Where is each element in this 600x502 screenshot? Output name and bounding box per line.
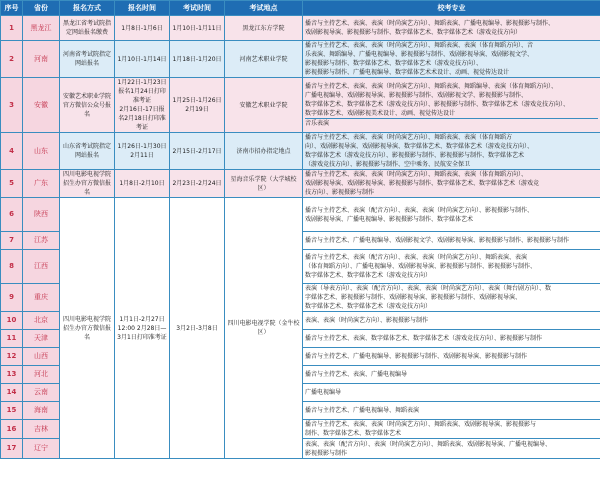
exam-time xyxy=(170,78,225,133)
major-line: 播音与主持艺术、表演、数字媒体艺术、数字媒体艺术（游戏竞技方向）、影视摄影与制作 xyxy=(305,335,543,342)
major-line: 播音与主持艺术、表演、表演（时尚演艺方向）、舞蹈表演、广播电视编导、影视摄影与制作、 xyxy=(305,20,555,27)
province-cell: 天津 xyxy=(23,330,60,348)
major-line: 数字媒体艺术、数字媒体艺术（游戏竞技方向） xyxy=(305,272,432,279)
registration-method-shared: 四川电影电视学院招生办官方微信报名 xyxy=(60,198,115,459)
exam-location: 黑龙江东方学院 xyxy=(225,16,303,41)
major-line: 数字媒体艺术（游戏竞技方向）、影视摄影与制作、影视摄影与制作、数字媒体艺术 xyxy=(305,152,525,159)
exam-time: 2月15日-2月17日 xyxy=(170,133,225,170)
major-list xyxy=(303,330,600,348)
major-line: 表演、表演（配音方向）、表演（时尚演艺方向）、舞蹈表演、戏剧影视导演、广播电视编导、 xyxy=(305,440,552,448)
row-number: 7 xyxy=(1,232,23,250)
registration-method: 黑龙江省考试院指定网站报名缴费 xyxy=(60,16,115,41)
exam-location: 河南艺术职业学院 xyxy=(225,41,303,78)
registration-time-shared: 1月1日-2月27日 12:00 2月28日—3月1日打印准考证 xyxy=(115,198,170,459)
major-line: 播音与主持艺术、表演（配音方向）、表演、表演（时尚演艺方向）、影视摄影与制作、 xyxy=(305,206,534,214)
column-header: 省份 xyxy=(23,1,60,16)
major-line: （游戏竞技方向）、影视摄影与制作、空中乘务、民航安全保卫 xyxy=(305,161,471,168)
column-header: 序号 xyxy=(1,1,23,16)
major-line: 字媒体艺术、影视摄影与制作、戏剧影视导演、影视摄影与制作、戏剧影视导演、 xyxy=(305,294,522,301)
major-list xyxy=(303,16,600,41)
major-list xyxy=(303,78,600,133)
registration-time: 1月26日-1月30日2月11日 xyxy=(115,133,170,170)
table-row xyxy=(1,16,600,41)
row-number: 15 xyxy=(1,402,23,420)
province-cell: 陕西 xyxy=(23,198,60,232)
exam-time-shared: 3月2日-3月8日 xyxy=(170,198,225,459)
registration-time: 1月8日-2月10日 xyxy=(115,170,170,198)
major-list xyxy=(303,284,600,312)
registration-time-line: 1月22日-1月23日报名1月24日打印准考证 xyxy=(117,79,167,104)
major-list xyxy=(303,402,600,420)
table-row xyxy=(1,41,600,78)
major-list xyxy=(303,232,600,250)
province-cell: 吉林 xyxy=(23,420,60,439)
row-number: 12 xyxy=(1,348,23,366)
major-line-secondary: 音乐表演 xyxy=(305,118,598,128)
exam-location: 安徽艺术职业学院 xyxy=(225,78,303,133)
major-line: 播音与主持艺术、广播电视编导、影视摄影与制作、戏剧影视导演、影视摄影与制作 xyxy=(305,353,528,360)
row-number: 13 xyxy=(1,366,23,384)
registration-method: 河南省考试院指定网站报名 xyxy=(60,41,115,78)
column-header: 报名时间 xyxy=(115,1,170,16)
province-cell: 江苏 xyxy=(23,232,60,250)
major-line: 播音与主持艺术、表演、表演（时尚演艺方向）、舞蹈表演、表演（体育舞蹈方 xyxy=(305,134,513,141)
province-cell: 海南 xyxy=(23,402,60,420)
major-line: 播音与主持艺术、表演、表演（时尚演艺方向）、舞蹈表演、表演（体育舞蹈方向）、音 xyxy=(305,42,534,49)
registration-time: 1月8日-1月6日 xyxy=(115,16,170,41)
major-list xyxy=(303,41,600,78)
province-cell: 山西 xyxy=(23,348,60,366)
registration-time xyxy=(115,78,170,133)
major-list xyxy=(303,133,600,170)
column-header: 考试时间 xyxy=(170,1,225,16)
exam-time-line: 1月25日-1月26日 xyxy=(172,97,222,104)
major-line: 制作、数字媒体艺术、数字媒体艺术 xyxy=(305,430,402,437)
province-cell: 黑龙江 xyxy=(23,16,60,41)
major-list xyxy=(303,384,600,402)
table-row xyxy=(1,170,600,198)
row-number: 16 xyxy=(1,420,23,439)
major-line: 广播电视编导 xyxy=(305,389,342,396)
major-line: 播音与主持艺术、表演、表演（时尚演艺方向）、舞蹈表演、表演（体育舞蹈方向）、 xyxy=(305,171,528,178)
major-line: 影视摄影与制作、数字媒体艺术、数字媒体艺术（游戏竞技方向）、 xyxy=(305,60,483,67)
major-line: 乐表演、舞蹈编导、广播电视编导、影视摄影与制作、戏剧影视导演、戏剧影视文学、 xyxy=(305,51,534,58)
exam-time: 2月23日-2月24日 xyxy=(170,170,225,198)
header-row xyxy=(1,1,600,16)
major-line: 表演（导表方向）、表演（配音方向）、表演、表演（时尚演艺方向）、表演（舞台剧方向）、数 xyxy=(305,285,552,292)
registration-time-line: 2月16日-17日报名2月18日打印准考证 xyxy=(118,106,166,131)
table-row xyxy=(1,133,600,170)
major-line: 戏剧影视导演、影视摄影与制作、数字媒体艺术、数字媒体艺术（游戏竞技方向） xyxy=(305,29,522,36)
major-line: 影视摄影与制作、广播电视编导、数字媒体艺术术设计、动画、视觉传达设计 xyxy=(305,69,510,76)
major-line: 播音与主持艺术、广播电视编导、戏剧影视文学、戏剧影视导演、影视摄影与制作、影视摄影与制作 xyxy=(305,237,570,244)
row-number: 6 xyxy=(1,198,23,232)
exam-time: 1月18日-1月20日 xyxy=(170,41,225,78)
registration-method: 四川电影电视学院招生办官方微信报名 xyxy=(60,170,115,198)
major-line: （体育舞蹈方向）、广播电视编导、戏剧影视导演、影视摄影与制作、影视摄影与制作、 xyxy=(305,263,537,270)
registration-method: 山东省考试院指定网站报名 xyxy=(60,133,115,170)
province-cell: 河南 xyxy=(23,41,60,78)
major-line: 播音与主持艺术、广播电视编导、舞蹈表演 xyxy=(305,407,420,414)
major-list xyxy=(303,439,600,459)
major-line: 戏剧影视导演、广播电视编导、影视摄影与制作、数字媒体艺术 xyxy=(305,215,474,223)
major-list xyxy=(303,348,600,366)
major-line: 广播电视编导、戏剧影视导演、影视摄影与制作、戏剧影视文学、影视摄影与制作、 xyxy=(305,92,528,99)
exam-location: 星海音乐学院（大学城校区） xyxy=(225,170,303,198)
table-row xyxy=(1,198,600,232)
row-number: 1 xyxy=(1,16,23,41)
row-number: 17 xyxy=(1,439,23,459)
row-number: 4 xyxy=(1,133,23,170)
major-list xyxy=(303,170,600,198)
row-number: 14 xyxy=(1,384,23,402)
row-number: 8 xyxy=(1,250,23,284)
major-list xyxy=(303,420,600,439)
column-header: 考试地点 xyxy=(225,1,303,16)
province-cell: 云南 xyxy=(23,384,60,402)
exam-time: 1月10日-1月11日 xyxy=(170,16,225,41)
province-cell: 河北 xyxy=(23,366,60,384)
major-line: 技方向）、影视摄影与制作 xyxy=(305,189,375,196)
major-line: 戏剧影视导演、戏剧影视导演、影视摄影与制作、数字媒体艺术、数字媒体艺术（游戏竞 xyxy=(305,180,540,187)
major-line: 表演、表演（时尚演艺方向）、影视摄影与制作 xyxy=(305,317,429,324)
exam-location: 济南市招办指定地点 xyxy=(225,133,303,170)
registration-time: 1月10日-1月14日 xyxy=(115,41,170,78)
major-line: 播音与主持艺术、表演、表演（时尚演艺方向）、舞蹈表演、戏剧影视导演、影视摄影与 xyxy=(305,421,537,428)
major-line: 数字媒体艺术、数字媒体艺术（游戏竞技方向） xyxy=(305,303,432,310)
row-number: 10 xyxy=(1,312,23,330)
major-line: 播音与主持艺术、表演、表演（时尚演艺方向）、舞蹈表演、舞蹈编导、表演（体育舞蹈方向）、 xyxy=(305,83,558,90)
row-number: 2 xyxy=(1,41,23,78)
major-line: 向）、戏剧影视导演、戏剧影视导演、数字媒体艺术、数字媒体艺术（游戏竞技方向）、 xyxy=(305,143,534,150)
column-header: 报名方式 xyxy=(60,1,115,16)
major-list xyxy=(303,250,600,284)
table-row xyxy=(1,78,600,133)
major-line: 播音与主持艺术、表演、广播电视编导 xyxy=(305,371,408,378)
row-number: 9 xyxy=(1,284,23,312)
major-list xyxy=(303,312,600,330)
major-line: 影视摄影与制作 xyxy=(305,449,348,457)
major-line: 数字媒体艺术、戏剧影视美术设计、动画、视觉传达设计 xyxy=(305,110,456,117)
exam-time-line: 2月19日 xyxy=(185,106,209,113)
province-cell: 北京 xyxy=(23,312,60,330)
registration-method: 安徽艺术职业学院官方微信公众号报名 xyxy=(60,78,115,133)
province-cell: 山东 xyxy=(23,133,60,170)
major-line: 播音与主持艺术、表演（配音方向）、表演、表演（时尚演艺方向）、舞蹈表演、表演 xyxy=(305,254,528,261)
row-number: 3 xyxy=(1,78,23,133)
row-number: 5 xyxy=(1,170,23,198)
province-cell: 安徽 xyxy=(23,78,60,133)
province-cell: 重庆 xyxy=(23,284,60,312)
province-cell: 辽宁 xyxy=(23,439,60,459)
major-line: 数字媒体艺术、数字媒体艺术（游戏竞技方向）、影视摄影与制作、数字媒体艺术（游戏竞技方向）、 xyxy=(305,101,570,108)
major-list xyxy=(303,198,600,232)
column-header: 校考专业 xyxy=(303,1,600,16)
exam-location-shared: 四川电影电视学院（金牛校区） xyxy=(225,198,303,459)
province-cell: 江西 xyxy=(23,250,60,284)
row-number: 11 xyxy=(1,330,23,348)
province-cell: 广东 xyxy=(23,170,60,198)
major-list xyxy=(303,366,600,384)
